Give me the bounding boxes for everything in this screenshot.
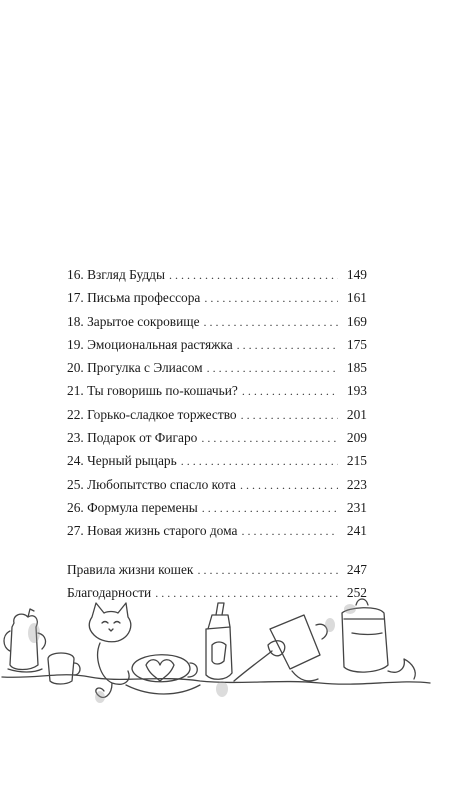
chapter-row (67, 496, 367, 519)
appendix-title: Благодарности (67, 584, 152, 600)
dot-leader (204, 287, 338, 310)
dot-leader (241, 404, 338, 427)
appendix-title: Правила жизни кошек (67, 561, 194, 577)
chapter-page-number: 193 (346, 383, 367, 399)
appendix-row (67, 558, 367, 581)
chapter-title: 17. Письма профессора (67, 290, 201, 306)
chapter-page-number: 209 (346, 430, 367, 446)
chapter-list (67, 263, 367, 543)
chapter-page-number: 185 (346, 360, 367, 376)
chapter-row (67, 473, 367, 496)
chapter-row (67, 449, 367, 472)
chapter-title: 22. Горько-сладкое торжество (67, 406, 237, 422)
chapter-title: 24. Черный рыцарь (67, 453, 177, 469)
dot-leader (237, 334, 338, 357)
chapter-page-number: 149 (346, 267, 367, 282)
chapter-page-number: 231 (346, 499, 367, 515)
chapter-page-number: 169 (346, 313, 367, 329)
dot-leader (202, 497, 338, 520)
chapter-title: 20. Прогулка с Элиасом (67, 360, 203, 376)
dot-leader (241, 520, 338, 543)
chapter-title: 16. Взгляд Будды (67, 267, 165, 282)
chapter-title: 27. Новая жизнь старого дома (67, 523, 238, 539)
chapter-page-number: 215 (346, 453, 367, 469)
dot-leader (207, 357, 338, 380)
chapter-page-number: 241 (346, 523, 367, 539)
chapter-row (67, 333, 367, 356)
chapter-title: 23. Подарок от Фигаро (67, 430, 198, 446)
chapter-row (67, 263, 367, 286)
dot-leader (169, 264, 338, 287)
chapter-page-number: 175 (346, 336, 367, 352)
chapter-row (67, 286, 367, 309)
dot-leader (240, 474, 338, 497)
chapter-page-number: 161 (346, 290, 367, 306)
chapter-title: 25. Любопытство спасло кота (67, 476, 236, 492)
chapter-title: 26. Формула перемены (67, 499, 198, 515)
dot-leader (242, 380, 338, 403)
appendix-page-number: 252 (346, 584, 367, 600)
appendix-page-number: 247 (346, 561, 367, 577)
chapter-page-number: 201 (346, 406, 367, 422)
table-of-contents (67, 263, 367, 604)
chapter-row (67, 356, 367, 379)
chapter-title: 21. Ты говоришь по-кошачьи? (67, 383, 238, 399)
dot-leader (204, 311, 338, 334)
chapter-row (67, 379, 367, 402)
chapter-row (67, 426, 367, 449)
chapter-page-number: 223 (346, 476, 367, 492)
chapter-row (67, 310, 367, 333)
line-art-cat-and-kitchenware-icon (0, 585, 458, 715)
dot-leader (181, 450, 338, 473)
section-gap (67, 543, 367, 558)
chapter-row (67, 403, 367, 426)
dot-leader (201, 427, 338, 450)
chapter-title: 19. Эмоциональная растяжка (67, 336, 233, 352)
chapter-title: 18. Зарытое сокровище (67, 313, 200, 329)
chapter-row (67, 519, 367, 542)
dot-leader (197, 559, 338, 582)
